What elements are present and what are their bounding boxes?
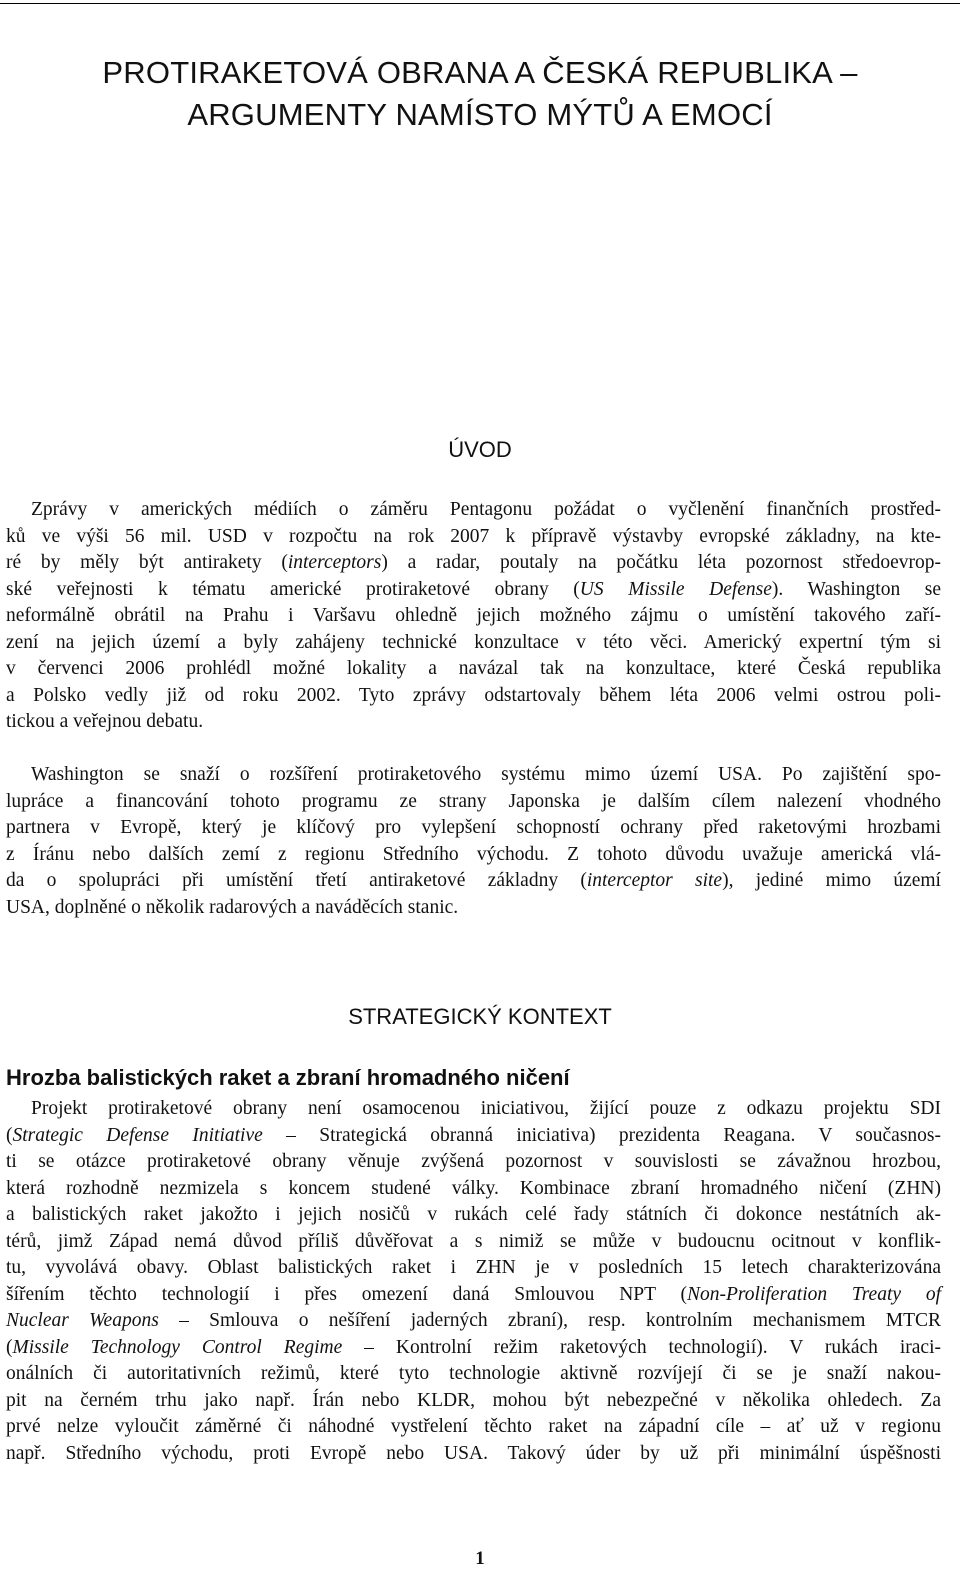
section-heading-strategic: STRATEGICKÝ KONTEXT bbox=[348, 1004, 612, 1029]
text-line bbox=[6, 1388, 941, 1415]
text-segment: térů, jimž Západ nemá důvod příliš důvěřovat a s nimiž se může v budoucnu ocitnout v konflik- bbox=[6, 1230, 941, 1252]
text-segment: prvé nelze vyloučit záměrné či náhodné vystřelení těchto raket na západní cíle – ať už v regionu bbox=[6, 1416, 941, 1437]
italic-term: Non-Proliferation Treaty of bbox=[687, 1283, 942, 1305]
text-line bbox=[6, 1441, 941, 1468]
text-line bbox=[6, 683, 941, 710]
text-line bbox=[6, 895, 941, 922]
italic-term: interceptor site bbox=[586, 870, 723, 891]
text-line bbox=[6, 497, 941, 524]
subsection-heading: Hrozba balistických raket a zbraní hromadného ničení bbox=[6, 1065, 570, 1090]
intro-paragraph-2 bbox=[6, 762, 941, 921]
document-title-line-2: ARGUMENTY NAMÍSTO MÝTŮ A EMOCÍ bbox=[187, 97, 773, 132]
text-line bbox=[6, 550, 941, 577]
text-segment: lupráce a financování tohoto programu ze strany Japonska je dalším cílem nalezení vhodného bbox=[6, 790, 941, 812]
text-segment: onálních či autoritativních režimů, které tyto technologie aktivně rozvíjejí či se je snaží nakou- bbox=[6, 1363, 941, 1384]
text-segment: Projekt protiraketové obrany není osamocenou iniciativou, žijící pouze z odkazu projektu SDI bbox=[31, 1098, 941, 1119]
text-segment: neformálně obrátil na Prahu i Varšavu ohledně jejich možného zájmu o umístění takového zaří- bbox=[6, 605, 941, 626]
text-line bbox=[6, 656, 941, 683]
text-line bbox=[6, 1255, 941, 1282]
text-line bbox=[6, 842, 941, 869]
text-segment: ( bbox=[6, 1336, 13, 1358]
text-line bbox=[6, 1335, 941, 1362]
text-line bbox=[6, 1176, 941, 1203]
text-segment: tu, vyvolává obavy. Oblast balistických raket i ZHN je v posledních 15 letech charakterizována bbox=[6, 1257, 941, 1278]
text-segment: ské veřejnosti k tématu americké protiraketové obrany ( bbox=[6, 578, 580, 600]
section-heading-intro: ÚVOD bbox=[448, 437, 512, 462]
text-line bbox=[6, 1308, 941, 1335]
text-segment: např. Středního východu, proti Evropě nebo USA. Takový úder by už při minimální úspěšnosti bbox=[6, 1442, 941, 1464]
text-segment: ( bbox=[6, 1124, 13, 1146]
text-line bbox=[6, 630, 941, 657]
text-line bbox=[6, 815, 941, 842]
italic-term: US Missile Defense bbox=[579, 578, 772, 600]
text-segment: ), jediné mimo území bbox=[722, 870, 941, 891]
text-segment: Zprávy v amerických médiích o záměru Pentagonu požádat o vyčlenění finančních prostřed- bbox=[31, 499, 941, 520]
document-title-line-1: PROTIRAKETOVÁ OBRANA A ČESKÁ REPUBLIKA – bbox=[102, 55, 858, 90]
text-segment: tickou a veřejnou debatu. bbox=[6, 711, 204, 732]
text-segment: z Íránu nebo dalších zemí z regionu Středního východu. Z tohoto důvodu uvažuje americká vlá- bbox=[6, 843, 941, 865]
text-line bbox=[6, 789, 941, 816]
italic-term: Strategic Defense Initiative bbox=[12, 1124, 263, 1146]
text-segment: ) a radar, poutaly na počátku léta pozornost středoevrop- bbox=[381, 552, 941, 573]
text-segment: – Kontrolní režim raketových technologií). V rukách iraci- bbox=[342, 1336, 941, 1358]
text-line bbox=[6, 603, 941, 630]
page-number: 1 bbox=[475, 1548, 485, 1569]
text-line bbox=[6, 1202, 941, 1229]
text-segment: – Strategická obranná iniciativa) prezidenta Reagana. V současnos- bbox=[262, 1124, 941, 1146]
text-line bbox=[6, 1361, 941, 1388]
text-line bbox=[6, 1149, 941, 1176]
text-segment: Washington se snaží o rozšíření protiraketového systému mimo území USA. Po zajištění spo- bbox=[31, 764, 941, 785]
text-segment: – Smlouva o nešíření jaderných zbraní), resp. kontrolním mechanismem MTCR bbox=[158, 1310, 941, 1331]
text-segment: šířením těchto technologií i přes omezení daná Smlouvou NPT ( bbox=[6, 1283, 688, 1305]
text-segment: zení na jejich území a byly zahájeny technické konzultace v této věci. Americký expertní tým si bbox=[6, 631, 941, 653]
italic-term: interceptors bbox=[287, 552, 382, 573]
italic-term: Nuclear Weapons bbox=[6, 1310, 159, 1331]
text-line bbox=[6, 1096, 941, 1123]
strategic-paragraph-1 bbox=[6, 1096, 941, 1467]
text-segment: partnera v Evropě, který je klíčový pro vylepšení schopností ochrany před raketovými hrozbami bbox=[6, 817, 941, 838]
text-line bbox=[6, 709, 941, 736]
text-line bbox=[6, 1123, 941, 1150]
text-line bbox=[6, 1414, 941, 1441]
text-segment: pit na černém trhu jako např. Írán nebo KLDR, mohou být nebezpečné v několika ohledech. Za bbox=[6, 1389, 941, 1411]
text-line bbox=[6, 524, 941, 551]
text-segment: ré by měly být antirakety ( bbox=[6, 552, 288, 573]
text-segment: ). Washington se bbox=[771, 578, 942, 600]
text-segment: USA, doplněné o několik radarových a naváděcích stanic. bbox=[6, 896, 459, 918]
top-rule bbox=[0, 3, 960, 4]
text-segment: která rozhodně nezmizela s koncem studené války. Kombinace zbraní hromadného ničení (ZHN) bbox=[6, 1177, 941, 1199]
text-line bbox=[6, 1282, 941, 1309]
intro-paragraph-1 bbox=[6, 497, 941, 736]
text-segment: v červenci 2006 prohlédl možné lokality a navázal tak na konzultace, které Česká republika bbox=[6, 658, 941, 679]
italic-term: Missile Technology Control Regime bbox=[12, 1336, 343, 1358]
text-segment: ti se otázce protiraketové obrany věnuje zvýšená pozornost v souvislosti se závažnou hrozbou, bbox=[6, 1151, 941, 1172]
text-line bbox=[6, 868, 941, 895]
text-line bbox=[6, 1229, 941, 1256]
text-line bbox=[6, 577, 941, 604]
text-segment: a balistických raket jakožto i jejich nosičů v rukách celé řady státních či dokonce nestátních ak- bbox=[6, 1204, 941, 1225]
text-segment: ků ve výši 56 mil. USD v rozpočtu na rok 2007 k přípravě výstavby evropské základny, na kte- bbox=[6, 525, 941, 547]
text-segment: da o spolupráci při umístění třetí antiraketové základny ( bbox=[6, 870, 587, 891]
text-segment: a Polsko vedly již od roku 2002. Tyto zprávy odstartovaly během léta 2006 velmi ostrou poli- bbox=[6, 684, 941, 706]
text-line bbox=[6, 762, 941, 789]
